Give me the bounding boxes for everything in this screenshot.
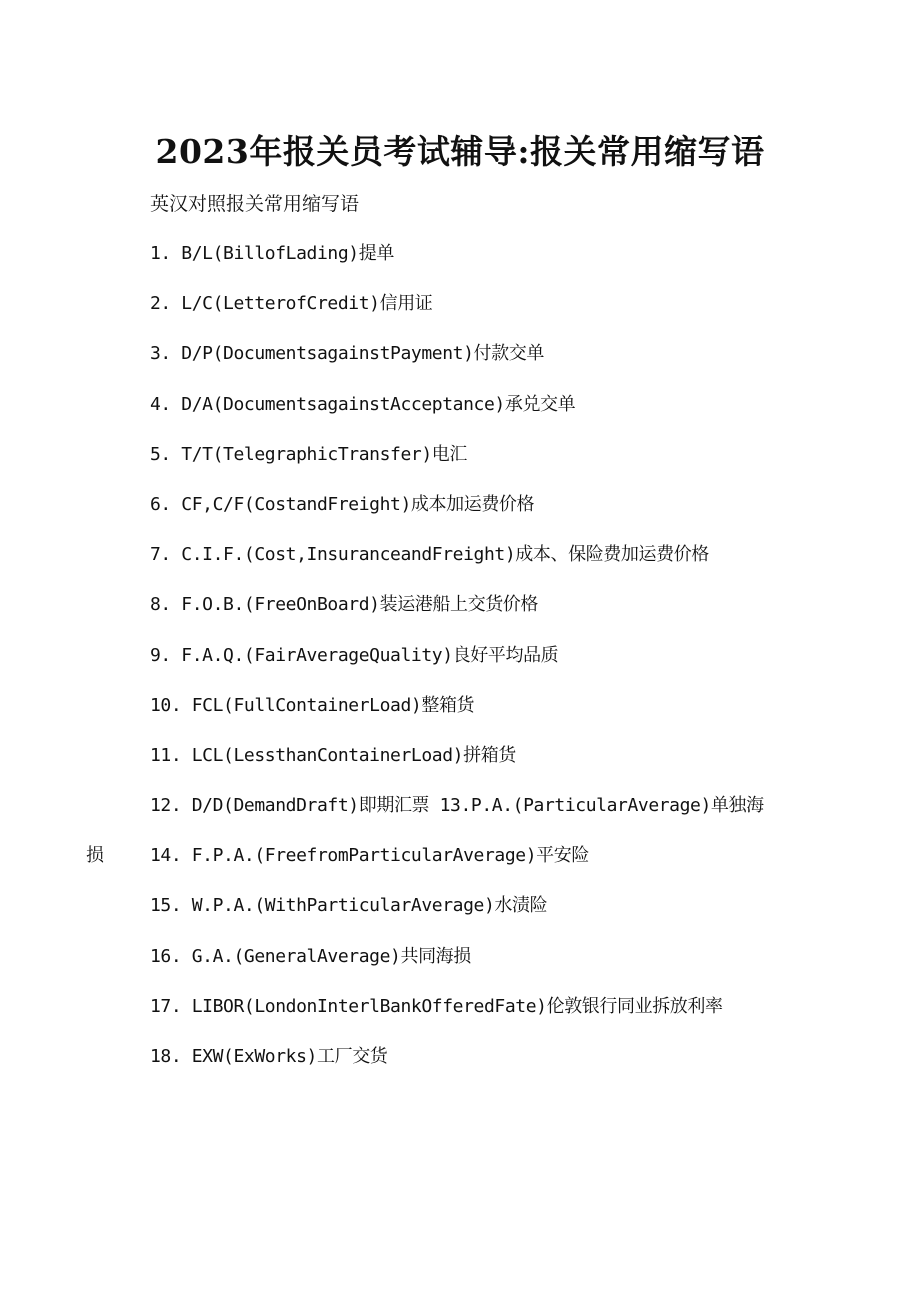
list-item: 7. C.I.F.(Cost,InsuranceandFreight)成本、保险费加运费价格 [150, 544, 709, 566]
list-item: 6. CF,C/F(CostandFreight)成本加运费价格 [150, 493, 535, 515]
list-item: 8. F.O.B.(FreeOnBoard)装运港船上交货价格 [150, 594, 539, 616]
list-item: 9. F.A.Q.(FairAverageQuality)良好平均品质 [150, 644, 559, 666]
list-item: 1. B/L(BillofLading)提单 [150, 243, 394, 264]
list-item: 14. F.P.A.(FreefromParticularAverage)平安险 [150, 845, 589, 867]
list-item: 15. W.P.A.(WithParticularAverage)水渍险 [150, 895, 548, 917]
list-item: 16. G.A.(GeneralAverage)共同海损 [150, 945, 471, 967]
list-item: 5. T/T(TelegraphicTransfer)电汇 [150, 443, 467, 465]
list-item: 18. EXW(ExWorks)工厂交货 [150, 1046, 388, 1067]
abbreviation-list [86, 240, 870, 1093]
wrapped-line-1: 12. D/D(DemandDraft)即期汇票 13.P.A.(ParticularAverage)单独海 [150, 795, 764, 817]
page-title: 2023年报关员考试辅导:报关常用缩写语 [155, 132, 765, 171]
list-item: 17. LIBOR(LondonInterlBankOfferedFate)伦敦银行同业拆放利率 [150, 995, 723, 1017]
page-subtitle: 英汉对照报关常用缩写语 [150, 193, 360, 215]
list-item: 2. L/C(LetterofCredit)信用证 [150, 293, 433, 315]
list-item: 3. D/P(DocumentsagainstPayment)付款交单 [150, 343, 544, 365]
wrapped-line-2: 损 [86, 845, 104, 867]
list-item: 11. LCL(LessthanContainerLoad)拼箱货 [150, 744, 516, 766]
list-item: 4. D/A(DocumentsagainstAcceptance)承兑交单 [150, 393, 576, 415]
list-item: 10. FCL(FullContainerLoad)整箱货 [150, 694, 475, 716]
